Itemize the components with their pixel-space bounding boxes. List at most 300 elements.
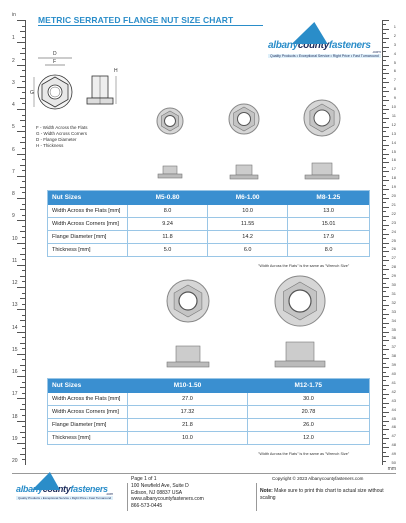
ruler-tick <box>383 229 386 230</box>
ruler-number: 30 <box>391 282 396 287</box>
size-table-small <box>47 190 370 257</box>
ruler-number: 8 <box>393 86 396 92</box>
table-cell: 6.0 <box>208 244 288 257</box>
ruler-tick <box>17 398 25 399</box>
ruler-number: 33 <box>391 308 396 314</box>
nut-top-view <box>34 58 72 109</box>
ruler-number: 31 <box>391 290 396 296</box>
ruler-number: 13 <box>391 130 396 136</box>
footer-website-link[interactable]: www.albanycountyfasteners.com <box>131 496 204 502</box>
logo-tagline: Quality Products • Exceptional Service • Right Price • Fast Turnaround <box>18 496 112 500</box>
ruler-tick <box>383 416 386 417</box>
nut-m12-side-image <box>274 341 326 369</box>
ruler-tick <box>20 209 25 210</box>
ruler-tick <box>22 226 25 227</box>
ruler-tick <box>20 120 25 121</box>
ruler-number: 32 <box>391 299 396 305</box>
nut-m5-side-image <box>157 165 183 179</box>
table-row <box>48 205 370 218</box>
ruler-number: 27 <box>391 255 396 261</box>
ruler-number: 18 <box>12 413 18 420</box>
size-table-large <box>47 378 370 445</box>
ruler-tick <box>383 69 386 70</box>
ruler-tick <box>383 211 386 212</box>
ruler-tick <box>383 367 389 368</box>
ruler-tick <box>22 348 25 349</box>
ruler-number: 13 <box>12 302 18 309</box>
ruler-number: 16 <box>12 369 18 375</box>
company-logo <box>268 40 381 58</box>
ruler-tick <box>383 207 389 208</box>
nut-m10-side-image <box>166 345 210 369</box>
table-row <box>48 244 370 257</box>
table-header-cell: M5-0.80 <box>128 191 208 205</box>
ruler-number: 23 <box>391 219 396 225</box>
ruler-tick <box>22 126 25 127</box>
ruler-number: 15 <box>391 148 396 154</box>
ruler-tick <box>20 254 25 255</box>
ruler-tick <box>383 358 389 359</box>
ruler-tick <box>17 443 25 444</box>
ruler-tick <box>383 274 386 275</box>
ruler-number: 14 <box>12 324 18 331</box>
table-cell: 11.55 <box>208 218 288 231</box>
label-d: D <box>53 51 57 57</box>
table-cell: 13.0 <box>288 205 370 218</box>
ruler-number: 6 <box>393 68 396 74</box>
ruler-tick <box>383 385 389 386</box>
ruler-tick <box>22 248 25 249</box>
ruler-tick <box>20 142 25 143</box>
table-cell: 10.0 <box>128 432 248 445</box>
ruler-tick <box>383 180 389 181</box>
page-number: Page 1 of 1 <box>131 476 157 482</box>
ruler-tick <box>383 438 389 439</box>
ruler-tick <box>383 443 386 444</box>
table-note: "Width Across the Flats" is the same as "Wrench Size" <box>258 452 350 456</box>
ruler-tick <box>17 176 25 177</box>
ruler-number: 48 <box>391 442 396 448</box>
ruler-tick <box>383 47 389 48</box>
ruler-tick <box>22 59 25 60</box>
ruler-tick <box>383 394 389 395</box>
ruler-tick <box>383 162 389 163</box>
ruler-tick <box>22 459 25 460</box>
table-header-row <box>48 191 370 205</box>
footer-rule <box>12 473 396 474</box>
ruler-tick <box>383 429 389 430</box>
ruler-tick <box>383 278 389 279</box>
ruler-number: 25 <box>391 237 396 243</box>
ruler-tick <box>383 216 389 217</box>
table-row <box>48 231 370 244</box>
ruler-number: 44 <box>391 406 396 412</box>
ruler-tick <box>383 421 389 422</box>
ruler-tick <box>17 87 25 88</box>
ruler-tick <box>383 140 386 141</box>
label-g: G <box>30 90 34 96</box>
ruler-tick <box>20 298 25 299</box>
ruler-number: 2 <box>12 57 15 64</box>
ruler-tick <box>383 300 386 301</box>
ruler-number: 19 <box>12 435 18 442</box>
ruler-tick <box>383 340 389 341</box>
ruler-tick <box>17 376 25 377</box>
ruler-number: 15 <box>12 346 18 353</box>
nut-m8-side-image <box>304 162 340 180</box>
ruler-tick <box>383 323 389 324</box>
logo-com: .com <box>372 49 381 54</box>
ruler-tick <box>20 387 25 388</box>
ruler-tick <box>383 82 389 83</box>
nut-m6-side-image <box>229 164 259 180</box>
ruler-tick <box>17 287 25 288</box>
ruler-number: 24 <box>391 228 396 234</box>
ruler-tick <box>20 187 25 188</box>
table-cell: 14.2 <box>208 231 288 244</box>
ruler-tick <box>383 220 386 221</box>
table-cell: 26.0 <box>247 419 369 432</box>
ruler-tick <box>383 127 389 128</box>
ruler-number: 28 <box>391 264 396 270</box>
ruler-tick <box>22 70 25 71</box>
ruler-tick <box>383 269 389 270</box>
label-f: F <box>53 59 57 65</box>
table-cell: 20.78 <box>247 406 369 419</box>
ruler-number: 20 <box>12 458 18 464</box>
ruler-tick <box>22 192 25 193</box>
ruler-tick <box>383 425 386 426</box>
ruler-number: 17 <box>391 166 396 172</box>
table-row <box>48 419 370 432</box>
ruler-tick <box>22 393 25 394</box>
ruler-tick <box>22 26 25 27</box>
ruler-tick <box>17 20 25 21</box>
ruler-tick <box>22 215 25 216</box>
ruler-tick <box>383 189 389 190</box>
ruler-number: 1 <box>393 23 396 29</box>
ruler-number: 18 <box>391 175 396 181</box>
ruler-tick <box>17 198 25 199</box>
footer-divider <box>256 483 257 511</box>
ruler-tick <box>383 33 386 34</box>
nut-m5-top-image <box>155 106 185 136</box>
ruler-tick <box>17 154 25 155</box>
ruler-tick <box>383 447 389 448</box>
ruler-tick <box>383 29 389 30</box>
ruler-number: 36 <box>391 335 396 341</box>
ruler-tick <box>20 409 25 410</box>
ruler-tick <box>20 365 25 366</box>
ruler-tick <box>383 171 389 172</box>
ruler-tick <box>22 281 25 282</box>
ruler-number: 29 <box>391 273 396 279</box>
ruler-tick <box>383 118 389 119</box>
ruler-number: 1 <box>12 35 15 42</box>
ruler-unit-in: in <box>12 12 16 18</box>
ruler-tick <box>22 170 25 171</box>
ruler-tick <box>17 220 25 221</box>
ruler-tick <box>22 315 25 316</box>
ruler-tick <box>383 256 386 257</box>
footer-divider <box>127 483 128 511</box>
ruler-tick <box>383 332 389 333</box>
ruler-number: 40 <box>391 371 396 376</box>
ruler-number: 5 <box>12 124 15 131</box>
logo-wordmark: albanycountyfasteners <box>268 40 371 51</box>
table-cell: 9.24 <box>128 218 208 231</box>
ruler-number: 39 <box>391 362 396 368</box>
ruler-tick <box>383 176 386 177</box>
ruler-tick <box>383 283 386 284</box>
ruler-tick <box>383 56 389 57</box>
ruler-tick <box>22 270 25 271</box>
legend-item: D - Flange Diameter <box>36 137 77 142</box>
mm-ruler <box>382 20 396 472</box>
ruler-tick <box>383 194 386 195</box>
ruler-tick <box>383 398 386 399</box>
ruler-tick <box>383 65 389 66</box>
ruler-number: 35 <box>391 326 396 332</box>
ruler-number: 12 <box>12 280 18 286</box>
print-note: Note: Make sure to print this chart to actual size without scaling <box>260 488 384 501</box>
ruler-tick <box>383 407 386 408</box>
ruler-tick <box>383 238 386 239</box>
ruler-tick <box>383 109 389 110</box>
ruler-tick <box>383 100 389 101</box>
ruler-number: 41 <box>391 379 396 385</box>
ruler-tick <box>383 260 389 261</box>
ruler-tick <box>383 376 389 377</box>
ruler-tick <box>383 145 389 146</box>
legend-item: H - Thickness <box>36 143 64 148</box>
ruler-tick <box>383 456 389 457</box>
ruler-tick <box>22 293 25 294</box>
ruler-tick <box>383 345 386 346</box>
ruler-tick <box>22 81 25 82</box>
ruler-number: 47 <box>391 433 396 439</box>
ruler-number: 22 <box>391 210 396 216</box>
logo-wordmark: albanycountyfasteners <box>16 484 108 494</box>
ruler-number: 7 <box>12 168 15 175</box>
ruler-tick <box>383 149 386 150</box>
ruler-number: 20 <box>391 193 396 198</box>
ruler-tick <box>17 265 25 266</box>
ruler-tick <box>20 98 25 99</box>
ruler-tick <box>22 204 25 205</box>
nut-m8-top-image <box>302 98 342 138</box>
ruler-tick <box>383 434 386 435</box>
ruler-number: 11 <box>391 112 396 118</box>
footer-address: 100 Newfield Ave, Suite D Edison, NJ 08837 USA www.albanycountyfasteners.com 866-573-0445 <box>131 483 204 509</box>
ruler-tick <box>22 115 25 116</box>
table-header-cell: M12-1.75 <box>247 379 369 393</box>
ruler-tick <box>383 24 386 25</box>
ruler-tick <box>20 343 25 344</box>
ruler-tick <box>20 432 25 433</box>
table-note: "Width Across the Flats" is the same as "Wrench Size" <box>258 264 350 268</box>
ruler-unit-mm: mm <box>387 466 396 472</box>
ruler-number: 6 <box>12 146 15 153</box>
ruler-tick <box>383 20 389 21</box>
ruler-number: 46 <box>391 424 396 430</box>
ruler-number: 42 <box>391 388 396 394</box>
ruler-number: 16 <box>391 157 396 163</box>
ruler-number: 7 <box>393 77 396 83</box>
table-cell: Flange Diameter [mm] <box>48 231 128 244</box>
table-cell: Thickness [mm] <box>48 244 128 257</box>
ruler-tick <box>383 314 389 315</box>
ruler-number: 2 <box>393 32 396 38</box>
table-cell: 8.0 <box>128 205 208 218</box>
ruler-number: 12 <box>391 121 396 127</box>
ruler-tick <box>383 131 386 132</box>
table-header-row <box>48 379 370 393</box>
copyright: Copyright © 2023 Albanycountyfasteners.com <box>272 476 364 481</box>
ruler-tick <box>22 415 25 416</box>
ruler-tick <box>383 154 389 155</box>
ruler-number: 11 <box>12 257 18 264</box>
ruler-tick <box>383 309 386 310</box>
ruler-tick <box>17 332 25 333</box>
nut-m6-top-image <box>227 102 261 136</box>
ruler-tick <box>22 359 25 360</box>
ruler-tick <box>383 251 389 252</box>
ruler-number: 3 <box>12 79 15 86</box>
ruler-tick <box>22 337 25 338</box>
ruler-tick <box>383 78 386 79</box>
logo-triangle <box>292 22 333 44</box>
ruler-tick <box>17 109 25 110</box>
table-cell: 8.0 <box>288 244 370 257</box>
ruler-tick <box>383 327 386 328</box>
logo-triangle <box>32 472 64 490</box>
table-row <box>48 218 370 231</box>
ruler-tick <box>20 320 25 321</box>
ruler-tick <box>383 336 386 337</box>
table-row <box>48 432 370 445</box>
table-cell: 17.32 <box>128 406 248 419</box>
ruler-tick <box>22 48 25 49</box>
ruler-tick <box>22 326 25 327</box>
ruler-tick <box>22 181 25 182</box>
ruler-number: 9 <box>393 95 396 101</box>
ruler-number: 8 <box>12 191 15 197</box>
ruler-number: 3 <box>393 41 396 47</box>
label-h: H <box>114 68 118 74</box>
ruler-tick <box>383 247 386 248</box>
ruler-number: 50 <box>391 460 396 465</box>
ruler-tick <box>22 92 25 93</box>
table-cell: 17.9 <box>288 231 370 244</box>
ruler-tick <box>383 412 389 413</box>
ruler-tick <box>20 454 25 455</box>
ruler-number: 49 <box>391 451 396 457</box>
ruler-tick <box>22 370 25 371</box>
ruler-tick <box>383 38 389 39</box>
ruler-number: 43 <box>391 397 396 403</box>
ruler-number: 34 <box>391 317 396 323</box>
ruler-tick <box>383 291 386 292</box>
ruler-tick <box>383 265 386 266</box>
ruler-tick <box>22 159 25 160</box>
ruler-number: 14 <box>391 139 396 145</box>
ruler-tick <box>383 372 386 373</box>
ruler-tick <box>22 137 25 138</box>
table-cell: Thickness [mm] <box>48 432 128 445</box>
table-cell: 15.01 <box>288 218 370 231</box>
ruler-tick <box>383 73 389 74</box>
ruler-tick <box>383 91 389 92</box>
table-cell: 11.8 <box>128 231 208 244</box>
inch-ruler <box>12 12 26 465</box>
ruler-tick <box>383 96 386 97</box>
ruler-tick <box>383 60 386 61</box>
ruler-tick <box>383 136 389 137</box>
ruler-tick <box>383 234 389 235</box>
ruler-tick <box>22 237 25 238</box>
table-cell: 27.0 <box>128 393 248 406</box>
table-cell: 10.0 <box>208 205 288 218</box>
legend-item: G - Width Across Corners <box>36 131 88 136</box>
ruler-tick <box>383 158 386 159</box>
ruler-tick <box>383 318 386 319</box>
logo-tagline: Quality Products • Exceptional Service • Right Price • Fast Turnaround <box>270 54 379 58</box>
ruler-tick <box>383 122 386 123</box>
ruler-tick <box>22 448 25 449</box>
ruler-tick <box>17 131 25 132</box>
ruler-tick <box>22 426 25 427</box>
page-title: METRIC SERRATED FLANGE NUT SIZE CHART <box>38 15 234 25</box>
table-row <box>48 393 370 406</box>
ruler-tick <box>383 185 386 186</box>
ruler-tick <box>22 259 25 260</box>
ruler-tick <box>383 403 389 404</box>
ruler-tick <box>17 65 25 66</box>
ruler-tick <box>383 380 386 381</box>
ruler-tick <box>383 113 386 114</box>
ruler-tick <box>383 287 389 288</box>
table-header-cell: Nut Sizes <box>48 379 128 393</box>
ruler-tick <box>22 404 25 405</box>
ruler-tick <box>20 276 25 277</box>
ruler-number: 10 <box>12 235 18 242</box>
ruler-tick <box>383 349 389 350</box>
ruler-tick <box>22 437 25 438</box>
nut-side-view <box>87 76 116 104</box>
ruler-number: 5 <box>393 59 396 65</box>
ruler-number: 37 <box>391 344 396 350</box>
ruler-tick <box>22 148 25 149</box>
ruler-tick <box>20 165 25 166</box>
table-cell: Width Across the Flats [mm] <box>48 205 128 218</box>
ruler-tick <box>22 37 25 38</box>
legend-item: F - Width Across the Flats <box>36 125 88 130</box>
ruler-tick <box>383 198 389 199</box>
footer-logo <box>16 484 113 500</box>
nut-m12-top-image <box>273 274 327 328</box>
logo-com: .com <box>105 492 114 496</box>
table-cell: Flange Diameter [mm] <box>48 419 128 432</box>
ruler-tick <box>383 461 386 462</box>
ruler-tick <box>383 42 386 43</box>
table-row <box>48 406 370 419</box>
ruler-number: 4 <box>12 102 15 108</box>
ruler-tick <box>383 225 389 226</box>
ruler-tick <box>20 76 25 77</box>
ruler-number: 45 <box>391 415 396 421</box>
ruler-number: 10 <box>391 104 396 109</box>
